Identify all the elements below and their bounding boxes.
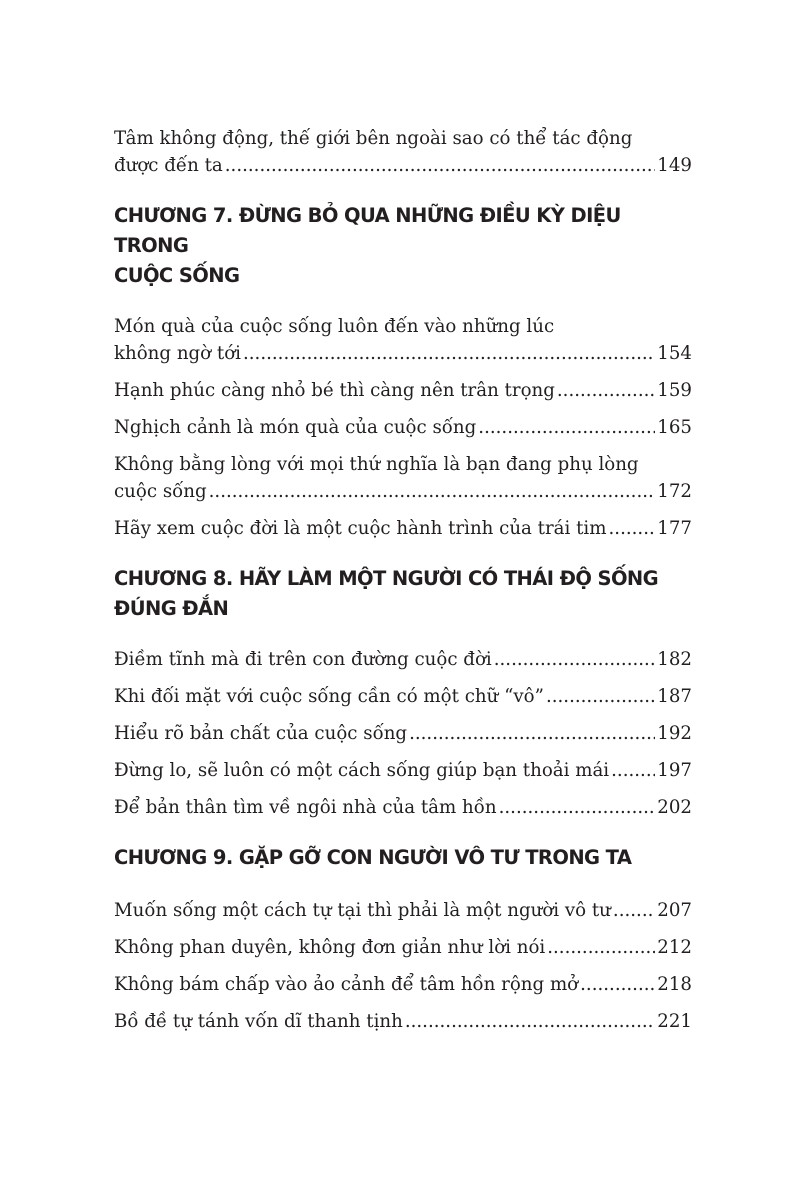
toc-page-number: 187	[657, 686, 692, 707]
toc-entry-title-line1: Tâm không động, thế giới bên ngoài sao có thể tác động	[114, 128, 633, 149]
dot-leader	[609, 515, 656, 542]
toc-entry	[114, 377, 692, 404]
toc-page-number: 221	[657, 1011, 692, 1032]
toc-entry	[114, 683, 692, 710]
toc-entry	[114, 414, 692, 441]
toc-entry-title: được đến ta	[114, 155, 223, 176]
toc-entry-title: Muốn sống một cách tự tại thì phải là một người vô tư	[114, 900, 611, 921]
toc-entry	[114, 720, 692, 747]
toc-entry-title: Hạnh phúc càng nhỏ bé thì càng nên trân trọng	[114, 380, 555, 401]
toc-entry	[114, 125, 692, 179]
chapter-heading: CHƯƠNG 8. HÃY LÀM MỘT NGƯỜI CÓ THÁI ĐỘ SỐNG ĐÚNG ĐẮN	[114, 567, 659, 620]
toc-entry-title-line1: Không bằng lòng với mọi thứ nghĩa là bạn đang phụ lòng	[114, 454, 639, 475]
toc-page-number: 212	[657, 937, 692, 958]
toc-entry-title-line1: Món quà của cuộc sống luôn đến vào những lúc	[114, 316, 555, 337]
dot-leader	[547, 934, 655, 961]
toc-entry	[114, 757, 692, 784]
toc-entry-title: Đừng lo, sẽ luôn có một cách sống giúp bạn thoải mái	[114, 760, 610, 781]
toc-entry	[114, 897, 692, 924]
toc-page-number: 192	[657, 723, 692, 744]
toc-page-number: 159	[657, 380, 692, 401]
toc-entry-title: Bồ đề tự tánh vốn dĩ thanh tịnh	[114, 1011, 403, 1032]
dot-leader	[225, 152, 656, 179]
toc-page-number: 207	[657, 900, 692, 921]
toc-entry	[114, 646, 692, 673]
toc-entry	[114, 313, 692, 367]
dot-leader	[405, 1008, 655, 1035]
toc-page-number: 202	[657, 797, 692, 818]
toc-page-number: 182	[657, 649, 692, 670]
dot-leader	[557, 377, 655, 404]
toc-entry	[114, 971, 692, 998]
dot-leader	[546, 683, 655, 710]
chapter-heading: CHƯƠNG 9. GẶP GỠ CON NGƯỜI VÔ TƯ TRONG TA	[114, 846, 632, 869]
toc-entry	[114, 934, 692, 961]
toc-entry-title: Không phan duyên, không đơn giản như lời nói	[114, 937, 546, 958]
dot-leader	[243, 340, 655, 367]
dot-leader	[409, 720, 655, 747]
chapter-heading: CHƯƠNG 7. ĐỪNG BỎ QUA NHỮNG ĐIỀU KỲ DIỆU TRONG CUỘC SỐNG	[114, 204, 621, 287]
toc-entry-title: Hiểu rõ bản chất của cuộc sống	[114, 723, 408, 744]
dot-leader	[613, 897, 655, 924]
toc-entry-title: cuộc sống	[114, 481, 207, 502]
toc-entry-title: Nghịch cảnh là món quà của cuộc sống	[114, 417, 477, 438]
toc-entry-title: không ngờ tới	[114, 343, 241, 364]
dot-leader	[478, 414, 655, 441]
toc-entry-title: Hãy xem cuộc đời là một cuộc hành trình của trái tim	[114, 518, 607, 539]
toc-page-number: 165	[657, 417, 692, 438]
toc-page-number: 149	[657, 155, 692, 176]
toc-entry	[114, 515, 692, 542]
toc-page-number: 154	[657, 343, 692, 364]
toc-page-number: 172	[657, 481, 692, 502]
dot-leader	[209, 478, 656, 505]
toc-entry-title: Khi đối mặt với cuộc sống cần có một chữ “vô”	[114, 686, 544, 707]
toc-page	[114, 125, 692, 1045]
toc-entry	[114, 451, 692, 505]
dot-leader	[611, 757, 655, 784]
toc-entry	[114, 1008, 692, 1035]
dot-leader	[580, 971, 655, 998]
toc-page-number: 218	[657, 974, 692, 995]
dot-leader	[494, 646, 656, 673]
toc-entry-title: Điềm tĩnh mà đi trên con đường cuộc đời	[114, 649, 492, 670]
dot-leader	[499, 794, 656, 821]
toc-page-number: 197	[657, 760, 692, 781]
toc-entry-title: Không bám chấp vào ảo cảnh để tâm hồn rộng mở	[114, 974, 579, 995]
toc-entry-title: Để bản thân tìm về ngôi nhà của tâm hồn	[114, 797, 497, 818]
toc-entry	[114, 794, 692, 821]
toc-page-number: 177	[657, 518, 692, 539]
